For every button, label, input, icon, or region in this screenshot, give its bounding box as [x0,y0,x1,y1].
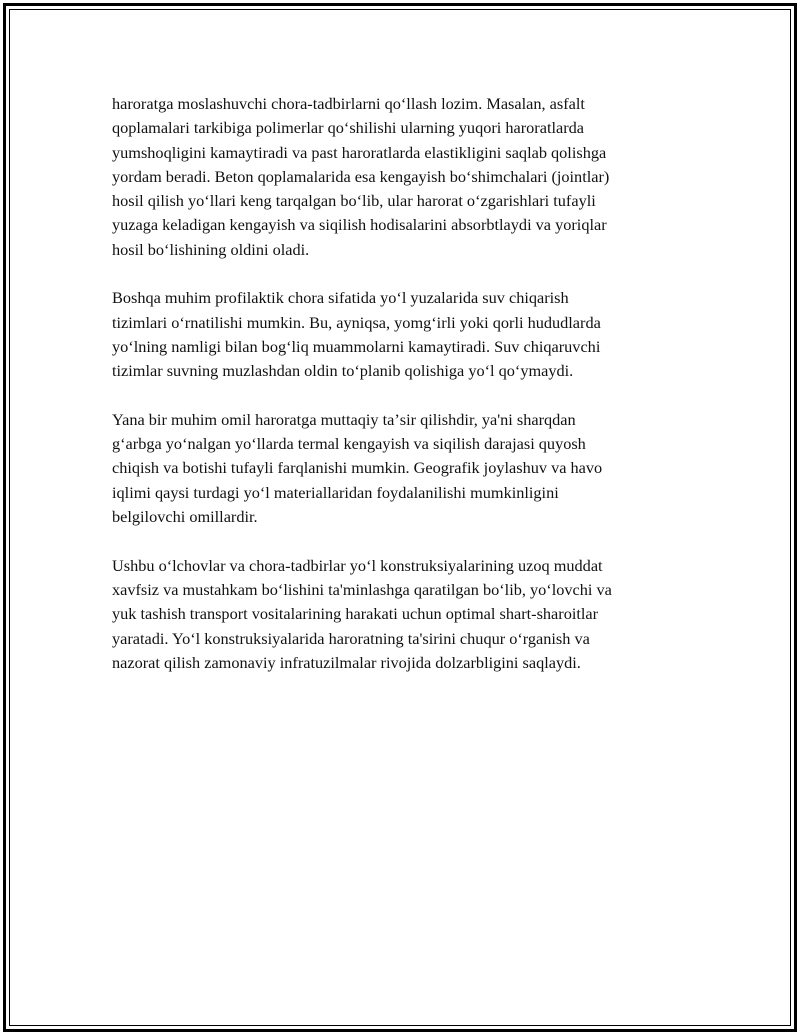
paragraph-3: Yana bir muhim omil haroratga muttaqiy taʼsir qilishdir, ya'ni sharqdan gʻarbga yoʻnalgan yoʻllarda termal kengayish va siqilish darajasi quyosh chiqish va botishi tufayli farqlanishi mumkin. Geografik joylashuv va havo iqlimi qaysi turdagi yoʻl materiallaridan foydalanilishi mumkinligini belgilovchi omillardir. [112,409,603,527]
paragraph-2: Boshqa muhim profilaktik chora sifatida yoʻl yuzalarida suv chiqarish tizimlari oʻrnatilishi mumkin. Bu, ayniqsa, yomgʻirli yoki qorli hududlarda yoʻlning namligi bilan bogʻliq muammolarni kamaytiradi. Suv chiqaruvchi tizimlar suvning muzlashdan oldin toʻplanib qolishiga yoʻl qoʻymaydi. [112,288,601,381]
document-body [112,92,697,699]
paragraph-1: haroratga moslashuvchi chora-tadbirlarni qoʻllash lozim. Masalan, asfalt qoplamalari tarkibiga polimerlar qoʻshilishi ularning yuqori haroratlarda yumshoqligini kamaytiradi va past haroratlarda elastikligini saqlab qolishga yordam beradi. Beton qoplamalarida esa kengayish boʻshimchalari (jointlar) hosil qilish yoʻllari keng tarqalgan boʻlib, ular harorat oʻzgarishlari tufayli yuzaga keladigan kengayish va siqilish hodisalarini absorbtlaydi va yoriqlar hosil boʻlishining oldini oladi. [112,94,610,259]
paragraph-4: Ushbu oʻlchovlar va chora-tadbirlar yoʻl konstruksiyalarining uzoq muddat xavfsiz va mustahkam boʻlishini ta'minlashga qaratilgan boʻlib, yoʻlovchi va yuk tashish transport vositalarining harakati uchun optimal shart-sharoitlar yaratadi. Yoʻl konstruksiyalarida haroratning ta'sirini chuqur oʻrganish va nazorat qilish zamonaviy infratuzilmalar rivojida dolzarbligini saqlaydi. [112,555,612,672]
